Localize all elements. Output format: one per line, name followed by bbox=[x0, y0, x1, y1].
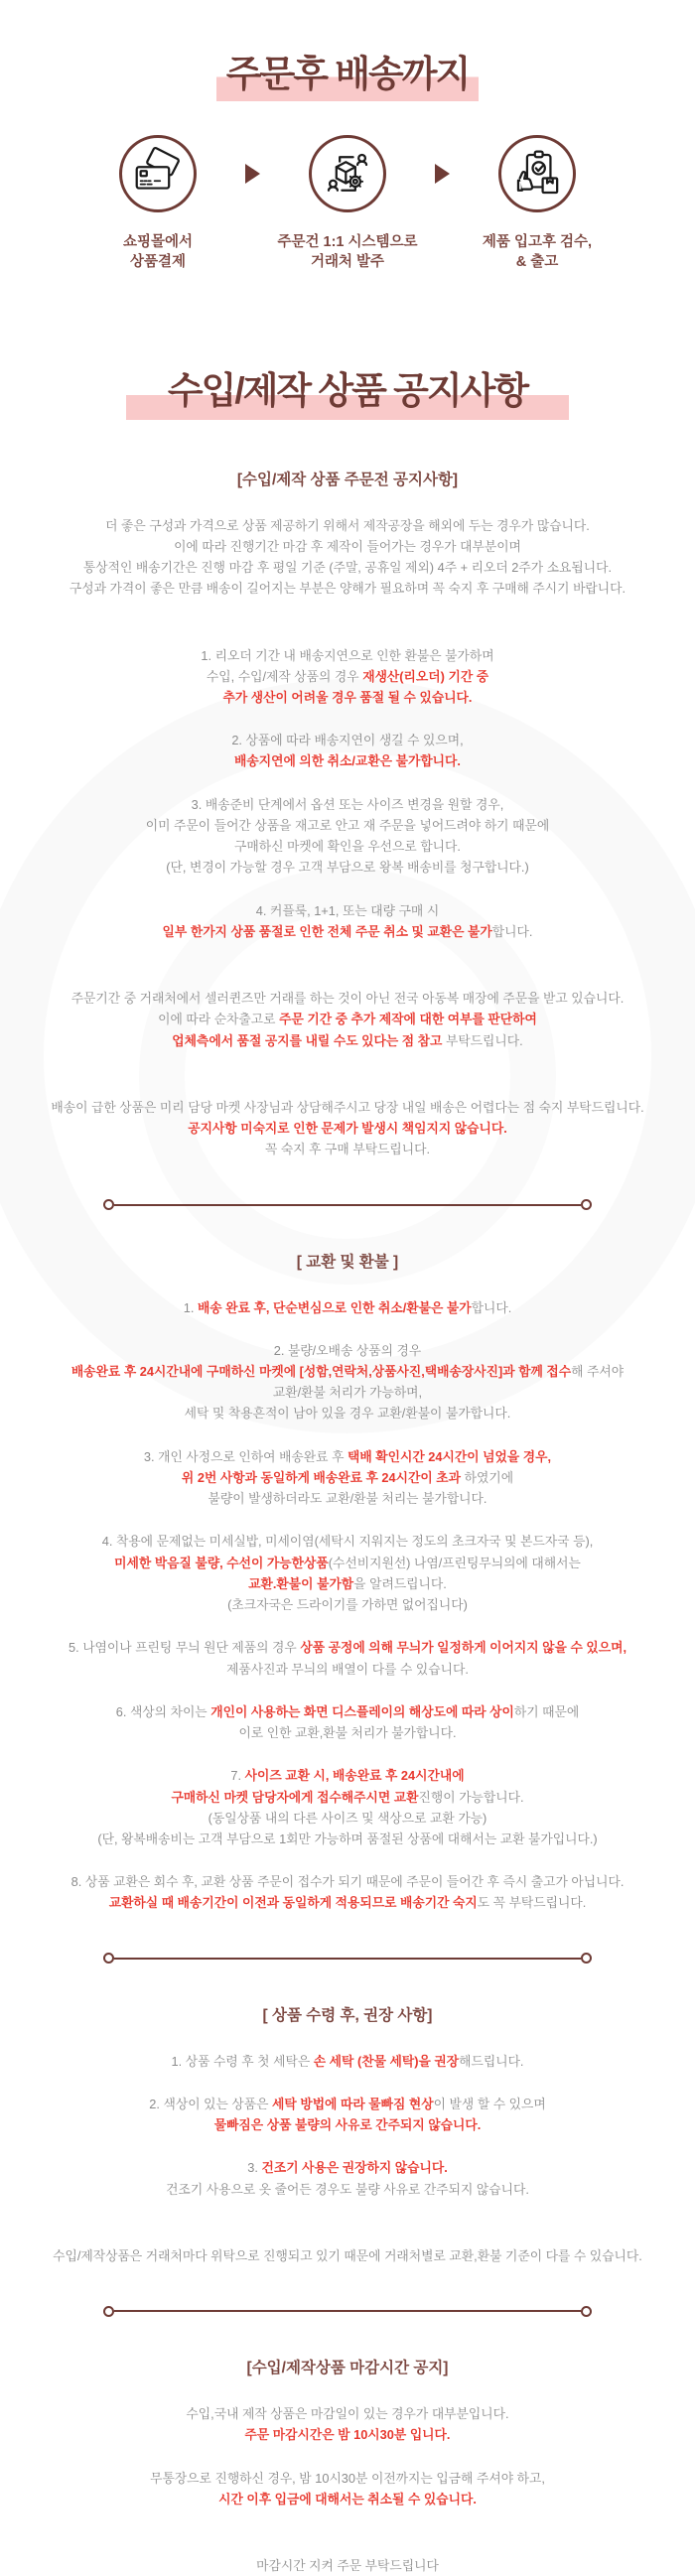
notice-text: 2. 색상이 있는 상품은 bbox=[149, 2096, 273, 2111]
notice-text: 3. 배송준비 단계에서 옵션 또는 사이즈 변경을 원할 경우, bbox=[191, 796, 504, 812]
text-block bbox=[18, 730, 677, 771]
notice-text: 꼭 숙지 후 구매 부탁드립니다. bbox=[264, 1142, 431, 1157]
highlighted-warning-text: 주문 기간 중 추가 제작에 대한 여부를 판단하여 bbox=[279, 1012, 537, 1027]
divider-dot bbox=[103, 1199, 114, 1210]
notice-text: 하였기에 bbox=[461, 1469, 514, 1485]
text-block bbox=[18, 645, 677, 709]
text-line bbox=[18, 2489, 677, 2509]
divider-dot bbox=[103, 2306, 114, 2317]
order-process-steps bbox=[0, 135, 695, 273]
highlighted-warning-text: 재생산(리오더) 기간 중 bbox=[362, 668, 489, 684]
section-divider bbox=[114, 1958, 581, 1960]
highlighted-warning-text: 추가 생산이 어려울 경우 품절 될 수 있습니다. bbox=[222, 690, 473, 705]
text-block bbox=[18, 794, 677, 879]
highlighted-warning-text: 교환.환불이 불가함 bbox=[248, 1575, 354, 1591]
text-block bbox=[18, 1297, 677, 1318]
step-payment bbox=[72, 135, 243, 273]
notice-text: 3. bbox=[247, 2160, 262, 2176]
notice-text: 교환/환불 처리가 가능하며, bbox=[272, 1385, 423, 1401]
page-title-text: 주문후 배송까지 bbox=[216, 44, 479, 101]
text-block bbox=[18, 2157, 677, 2199]
text-line bbox=[18, 536, 677, 557]
highlighted-warning-text: 미세한 박음질 불량, 수선이 가능한상품 bbox=[114, 1555, 329, 1570]
text-line bbox=[18, 1531, 677, 1552]
text-line bbox=[18, 1488, 677, 1509]
arrow-right-icon bbox=[435, 164, 450, 184]
notice-text: 건조기 사용으로 옷 줄어든 경우도 불량 사유로 간주되지 않습니다. bbox=[166, 2181, 529, 2197]
step-order-system bbox=[262, 135, 433, 273]
section-header: [ 교환 및 환불 ] bbox=[296, 1253, 399, 1271]
notice-text: 을 알려드립니다. bbox=[353, 1575, 447, 1591]
notice-text: 구성과 가격이 좋은 만큼 배송이 길어지는 부분은 양해가 필요하며 꼭 숙지 후 구매해 주시기 바랍니다. bbox=[69, 581, 626, 597]
text-line bbox=[18, 1659, 677, 1680]
text-line bbox=[18, 1340, 677, 1361]
notice-text: 무통장으로 진행하신 경우, 밤 10시30분 이전까지는 입금해 주셔야 하고, bbox=[150, 2470, 545, 2486]
text-line bbox=[18, 578, 677, 599]
text-line bbox=[18, 2157, 677, 2178]
notice-text: (단, 왕복배송비는 고객 부담으로 1회만 가능하며 품절된 상품에 대해서는 교환 불가입니다.) bbox=[97, 1830, 598, 1846]
notice-text: (초크자국은 드라이기를 가하면 없어집니다) bbox=[227, 1597, 468, 1613]
text-line bbox=[18, 1722, 677, 1743]
step-caption-line: 주문건 1:1 시스템으로 bbox=[277, 234, 418, 250]
highlighted-warning-text: 물빠짐은 상품 불량의 사유로 간주되지 않습니다. bbox=[213, 2117, 482, 2133]
highlighted-warning-text: 위 2번 사항과 동일하게 배송완료 후 24시간이 초과 bbox=[181, 1469, 462, 1485]
section-header: [수입/제작상품 마감시간 공지] bbox=[246, 2360, 449, 2377]
highlighted-warning-text: 배송완료 후 24시간내에 구매하신 마켓에 [성함,연락처,상품사진,택배송장사진]과 함께 접수 bbox=[70, 1363, 572, 1379]
text-line bbox=[18, 1361, 677, 1382]
notice-text: (단, 변경이 가능할 경우 고객 부담으로 왕복 배송비를 청구합니다.) bbox=[166, 860, 529, 876]
notice-text: 이미 주문이 들어간 상품을 재고로 안고 재 주문을 넣어드려야 하기 때문에 bbox=[145, 817, 550, 833]
text-line bbox=[18, 1118, 677, 1139]
notice-text: (동일상품 내의 다른 사이즈 및 색상으로 교환 가능) bbox=[208, 1810, 487, 1826]
notice-text: 해 주셔야 bbox=[571, 1363, 625, 1379]
notice-text: 수입,국내 제작 상품은 마감일이 있는 경우가 대부분입니다. bbox=[186, 2406, 509, 2422]
section-divider bbox=[114, 2310, 581, 2312]
notice-text: 통상적인 배송기간은 진행 마감 후 평일 기준 (주말, 공휴일 제외) 4주 + 리오더 2주가 소요됩니다. bbox=[82, 560, 613, 576]
highlighted-warning-text: 건조기 사용은 권장하지 않습니다. bbox=[261, 2160, 448, 2176]
text-line bbox=[18, 557, 677, 578]
notice-text: 4. 커플룩, 1+1, 또는 대량 구매 시 bbox=[255, 902, 440, 918]
section-header: [ 상품 수령 후, 권장 사항] bbox=[262, 2006, 433, 2024]
text-line bbox=[18, 1467, 677, 1488]
notice-sections bbox=[0, 468, 695, 2576]
step-caption bbox=[452, 232, 623, 273]
text-line bbox=[18, 921, 677, 942]
text-block bbox=[18, 2468, 677, 2509]
payment-cards-icon bbox=[130, 146, 186, 202]
highlighted-warning-text: 공지사항 미숙지로 인한 문제가 발생시 책임지지 않습니다. bbox=[188, 1121, 507, 1137]
notice-text: 7. bbox=[230, 1768, 245, 1784]
arrow-right-icon bbox=[245, 164, 260, 184]
notice-text: 합니다. bbox=[471, 1299, 512, 1315]
notice-text: 1. bbox=[183, 1299, 198, 1315]
divider-dot bbox=[103, 1953, 114, 1964]
highlighted-warning-text: 개인이 사용하는 화면 디스플레이의 해상도에 따라 상이 bbox=[210, 1703, 514, 1719]
notice-text: 세탁 및 착용흔적이 남아 있을 경우 교환/환불이 불가합니다. bbox=[184, 1406, 511, 1422]
text-block bbox=[18, 515, 677, 600]
notice-text: 해드립니다. bbox=[459, 2053, 524, 2069]
text-line bbox=[18, 2424, 677, 2445]
divider-dot bbox=[581, 1953, 592, 1964]
highlighted-warning-text: 세탁 방법에 따라 물빠짐 현상 bbox=[272, 2096, 434, 2111]
text-line bbox=[18, 1829, 677, 1849]
text-line bbox=[18, 1553, 677, 1573]
highlighted-warning-text: 손 세탁 (찬물 세탁)을 권장 bbox=[313, 2053, 460, 2069]
page-title bbox=[0, 44, 695, 101]
step-inspection bbox=[452, 135, 623, 273]
notice-text: 하기 때문에 bbox=[513, 1703, 580, 1719]
text-block bbox=[18, 2245, 677, 2266]
text-line bbox=[18, 1892, 677, 1913]
text-line bbox=[18, 1297, 677, 1318]
step-caption-line: & 출고 bbox=[515, 254, 559, 271]
text-line bbox=[18, 794, 677, 815]
text-line bbox=[18, 988, 677, 1009]
section-title bbox=[0, 360, 695, 420]
notice-text: 부탁드립니다. bbox=[442, 1032, 523, 1048]
notice-text: 이에 따라 순차출고로 bbox=[158, 1012, 280, 1027]
text-line bbox=[18, 730, 677, 750]
text-block bbox=[18, 1097, 677, 1160]
notice-text: 구매하신 마켓에 확인을 우선으로 합니다. bbox=[234, 839, 461, 855]
step-circle bbox=[498, 135, 576, 212]
highlighted-warning-text: 업체측에서 품절 공지를 내릴 수도 있다는 점 참고 bbox=[172, 1032, 443, 1048]
text-block bbox=[18, 1531, 677, 1615]
text-line bbox=[18, 2094, 677, 2114]
text-line bbox=[18, 1030, 677, 1051]
text-block bbox=[18, 900, 677, 942]
text-line bbox=[18, 1573, 677, 1594]
highlighted-warning-text: 시간 이후 입금에 대해서는 취소될 수 있습니다. bbox=[218, 2491, 477, 2507]
notice-text: 이로 인한 교환,환불 처리가 불가합니다. bbox=[238, 1725, 457, 1741]
divider-dot bbox=[581, 1199, 592, 1210]
notice-text: 배송이 급한 상품은 미리 담당 마켓 사장님과 상담해주시고 당장 내일 배송은 어렵다는 점 숙지 부탁드립니다. bbox=[51, 1099, 644, 1115]
notice-text: 8. 상품 교환은 회수 후, 교환 상품 주문이 접수가 되기 때문에 주문이 들어간 후 즉시 출고가 아닙니다. bbox=[70, 1874, 625, 1890]
text-line bbox=[18, 1787, 677, 1808]
text-block bbox=[18, 2051, 677, 2072]
notice-text: 이 발생 할 수 있으며 bbox=[433, 2096, 546, 2111]
step-caption-line: 제품 입고후 검수, bbox=[482, 234, 593, 250]
text-line bbox=[18, 1765, 677, 1786]
notice-text: 1. 리오더 기간 내 배송지연으로 인한 환불은 불가하며 bbox=[201, 647, 494, 663]
notice-text: 마감시간 지켜 주문 부탁드립니다 bbox=[256, 2558, 439, 2574]
text-line bbox=[18, 2403, 677, 2424]
text-line bbox=[18, 2114, 677, 2135]
step-caption-line: 상품결제 bbox=[129, 254, 187, 271]
step-circle bbox=[119, 135, 197, 212]
notice-page bbox=[0, 44, 695, 2576]
notice-text: 더 좋은 구성과 가격으로 상품 제공하기 위해서 제작공장을 해외에 두는 경우가 많습니다. bbox=[105, 517, 590, 533]
text-line bbox=[18, 750, 677, 771]
section-title-text: 수입/제작 상품 공지사항 bbox=[126, 360, 569, 420]
divider-dot bbox=[581, 2306, 592, 2317]
text-line bbox=[18, 2051, 677, 2072]
step-caption-line: 쇼핑몰에서 bbox=[122, 234, 194, 250]
text-block bbox=[18, 1701, 677, 1743]
notice-text: 불량이 발생하더라도 교환/환불 처리는 불가합니다. bbox=[208, 1491, 487, 1507]
notice-text: 제품사진과 무늬의 배열이 다를 수 있습니다. bbox=[226, 1661, 469, 1677]
text-line bbox=[18, 2245, 677, 2266]
text-line bbox=[18, 1097, 677, 1118]
highlighted-warning-text: 배송지연에 의한 취소/교환은 불가합니다. bbox=[234, 753, 461, 769]
text-block bbox=[18, 2094, 677, 2135]
text-block bbox=[18, 1446, 677, 1510]
text-line bbox=[18, 666, 677, 687]
text-block bbox=[18, 2555, 677, 2576]
highlighted-warning-text: 주문 마감시간은 밤 10시30분 입니다. bbox=[244, 2427, 451, 2443]
notice-text: 도 꼭 부탁드립니다. bbox=[477, 1895, 587, 1911]
text-line bbox=[18, 1637, 677, 1658]
text-block bbox=[18, 1871, 677, 1913]
text-line bbox=[18, 687, 677, 708]
notice-text: 3. 개인 사정으로 인하여 배송완료 후 bbox=[143, 1448, 348, 1464]
highlighted-warning-text: 사이즈 교환 시, 배송완료 후 24시간내에 bbox=[244, 1768, 465, 1784]
notice-text: 6. 색상의 차이는 bbox=[115, 1703, 211, 1719]
text-line bbox=[18, 1446, 677, 1467]
notice-text: 2. 불량/오배송 상품의 경우 bbox=[273, 1342, 422, 1358]
text-line bbox=[18, 900, 677, 921]
notice-text: 5. 나염이나 프린팅 무늬 원단 제품의 경우 bbox=[68, 1640, 301, 1656]
notice-text: 주문기간 중 거래처에서 셀러퀸즈만 거래를 하는 것이 아닌 전국 아동복 매장에 주문을 받고 있습니다. bbox=[70, 991, 625, 1007]
notice-text: 진행이 가능합니다. bbox=[418, 1789, 524, 1805]
highlighted-warning-text: 일부 한가지 상품 품절로 인한 전체 주문 취소 및 교환은 불가 bbox=[162, 923, 492, 939]
order-system-icon bbox=[320, 146, 375, 202]
step-caption bbox=[72, 232, 243, 273]
section-header: [수입/제작 상품 주문전 공지사항] bbox=[236, 471, 459, 488]
text-line bbox=[18, 857, 677, 878]
text-line bbox=[18, 1403, 677, 1424]
text-block bbox=[18, 1340, 677, 1424]
text-line bbox=[18, 645, 677, 666]
text-line bbox=[18, 1701, 677, 1722]
highlighted-warning-text: 배송 완료 후, 단순변심으로 인한 취소/환불은 불가 bbox=[197, 1299, 472, 1315]
notice-text: 합니다. bbox=[491, 923, 533, 939]
text-line bbox=[18, 815, 677, 836]
text-line bbox=[18, 2555, 677, 2576]
inspection-shipping-icon bbox=[509, 146, 565, 202]
text-block bbox=[18, 988, 677, 1051]
text-line bbox=[18, 2179, 677, 2200]
text-line bbox=[18, 1009, 677, 1029]
text-line bbox=[18, 515, 677, 536]
highlighted-warning-text: 택배 확인시간 24시간이 넘었을 경우, bbox=[348, 1448, 552, 1464]
text-line bbox=[18, 1808, 677, 1829]
text-line bbox=[18, 1139, 677, 1159]
text-line bbox=[18, 1871, 677, 1892]
notice-text: 수입, 수입/제작 상품의 경우 bbox=[206, 668, 363, 684]
highlighted-warning-text: 교환하실 때 배송기간이 이전과 동일하게 적용되므로 배송기간 숙지 bbox=[108, 1895, 478, 1911]
highlighted-warning-text: 상품 공정에 의해 무늬가 일정하게 이어지지 않을 수 있으며, bbox=[300, 1640, 627, 1656]
highlighted-warning-text: 구매하신 마켓 담당자에게 접수해주시면 교환 bbox=[171, 1789, 419, 1805]
notice-text: 4. 착용에 문제없는 미세실밥, 미세이염(세탁시 지워지는 정도의 초크자국 및 본드자국 등), bbox=[101, 1534, 594, 1550]
notice-text: 2. 상품에 따라 배송지연이 생길 수 있으며, bbox=[231, 733, 464, 748]
notice-text: 1. 상품 수령 후 첫 세탁은 bbox=[171, 2053, 314, 2069]
notice-text: 수입/제작상품은 거래처마다 위탁으로 진행되고 있기 때문에 거래처별로 교환,환불 기준이 다를 수 있습니다. bbox=[53, 2247, 642, 2263]
text-line bbox=[18, 1594, 677, 1615]
step-caption bbox=[262, 232, 433, 273]
notice-text: 이에 따라 진행기간 마감 후 제작이 들어가는 경우가 대부분이며 bbox=[174, 538, 521, 554]
section-divider bbox=[114, 1204, 581, 1206]
text-line bbox=[18, 836, 677, 857]
step-circle bbox=[309, 135, 386, 212]
text-line bbox=[18, 2468, 677, 2489]
step-caption-line: 거래처 발주 bbox=[310, 254, 385, 271]
notice-text: (수선비지원선) 나염/프린팅무늬의에 대해서는 bbox=[328, 1555, 581, 1570]
text-line bbox=[18, 1382, 677, 1403]
text-block bbox=[18, 1637, 677, 1679]
text-block bbox=[18, 1765, 677, 1849]
text-block bbox=[18, 2403, 677, 2445]
